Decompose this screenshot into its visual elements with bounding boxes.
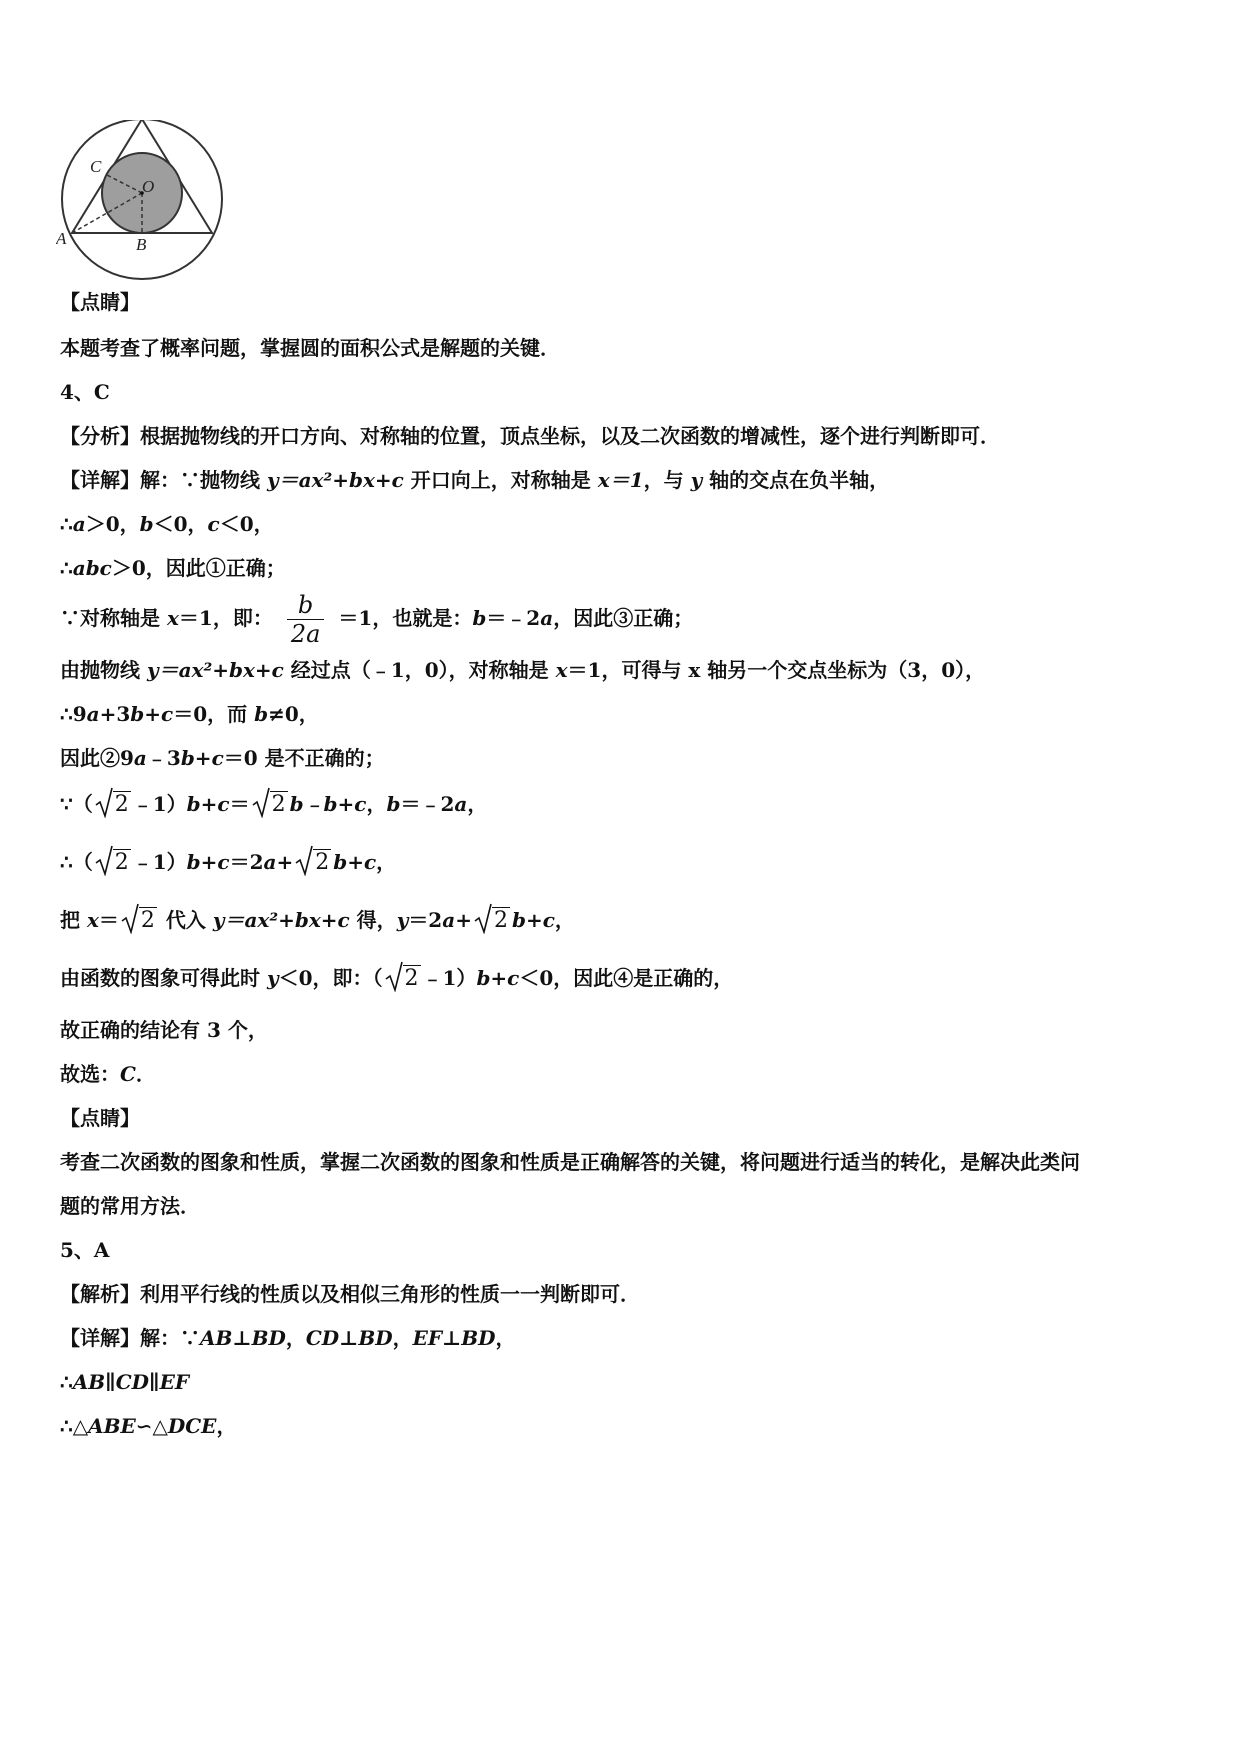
- label-a: A: [56, 229, 67, 248]
- line-graph-conclusion: 由函数的图象可得此时 y＜0，即：（ 2 ﹣1）b+c＜0，因此④是正确的，: [60, 964, 1190, 992]
- line-count: 故正确的结论有 3 个，: [60, 1018, 268, 1042]
- sqrt-2: 2: [385, 964, 421, 992]
- line-dianjing-2: 【点睛】: [60, 1106, 140, 1130]
- sqrt-2: 2: [252, 790, 288, 818]
- sqrt-2: 2: [295, 848, 331, 876]
- line-summary-2a: 考查二次函数的图象和性质，掌握二次函数的图象和性质是正确解答的关键，将问题进行适当的转化，是解决此类问: [60, 1150, 1080, 1174]
- sqrt-2: 2: [95, 790, 131, 818]
- line-sqrt-2: ∴（ 2 ﹣1）b+c＝2a+ 2 b+c，: [60, 848, 1190, 876]
- label-b: B: [136, 235, 147, 254]
- line-summary-1: 本题考查了概率问题，掌握圆的面积公式是解题的关键．: [60, 336, 560, 360]
- question-4-answer: 4、C: [60, 380, 110, 404]
- sqrt-2: 2: [474, 906, 510, 934]
- line-9a3bc: ∴9a+3b+c＝0，而 b≠0，: [60, 702, 319, 726]
- fraction-b-over-2a: $\frac{b}{2a}$: [287, 591, 325, 648]
- line-dianjing-1: 【点睛】: [60, 290, 140, 314]
- line-substitute: 把 x＝ 2 代入 y＝ax²+bx+c 得，y＝2a+ 2 b+c，: [60, 906, 1190, 934]
- question-5-answer: 5、A: [60, 1238, 110, 1262]
- line-analysis-5: 【解析】利用平行线的性质以及相似三角形的性质一一判断即可．: [60, 1282, 640, 1306]
- line-statement-2: 因此②9a﹣3b+c＝0 是不正确的；: [60, 746, 385, 770]
- sqrt-2: 2: [121, 906, 157, 934]
- line-detail-5-start: 【详解】解：∵AB⊥BD，CD⊥BD，EF⊥BD，: [60, 1326, 516, 1350]
- line-abc: ∴abc＞0，因此①正确；: [60, 556, 286, 580]
- sqrt-2: 2: [95, 848, 131, 876]
- label-c: C: [90, 157, 102, 176]
- line-second-root: 由抛物线 y＝ax²+bx+c 经过点（﹣1，0），对称轴是 x＝1，可得与 x 轴另一个交点坐标为（3，0），: [60, 658, 986, 682]
- line-detail-4-start: 【详解】解：∵抛物线 y＝ax²+bx+c 开口向上，对称轴是 x＝1，与 y 轴的交点在负半轴，: [60, 468, 890, 492]
- line-signs: ∴a＞0，b＜0，c＜0，: [60, 512, 274, 536]
- line-analysis-4: 【分析】根据抛物线的开口方向、对称轴的位置，顶点坐标，以及二次函数的增减性，逐个进行判断即可．: [60, 424, 1000, 448]
- line-axis-fraction: ∵对称轴是 x＝1，即： $\frac{b}{2a}$ ＝1，也就是：b＝﹣2a，因此③正确；: [60, 591, 694, 648]
- geometry-figure: [56, 120, 256, 310]
- line-sqrt-1: ∵（ 2 ﹣1）b+c＝ 2 b﹣b+c，b＝﹣2a，: [60, 790, 1190, 818]
- line-summary-2b: 题的常用方法．: [60, 1194, 200, 1218]
- line-similar: ∴△ABE∽△DCE，: [60, 1414, 237, 1438]
- label-o: O: [142, 177, 155, 196]
- line-choice-4: 故选：C．: [60, 1062, 156, 1086]
- line-parallel: ∴AB∥CD∥EF: [60, 1370, 190, 1394]
